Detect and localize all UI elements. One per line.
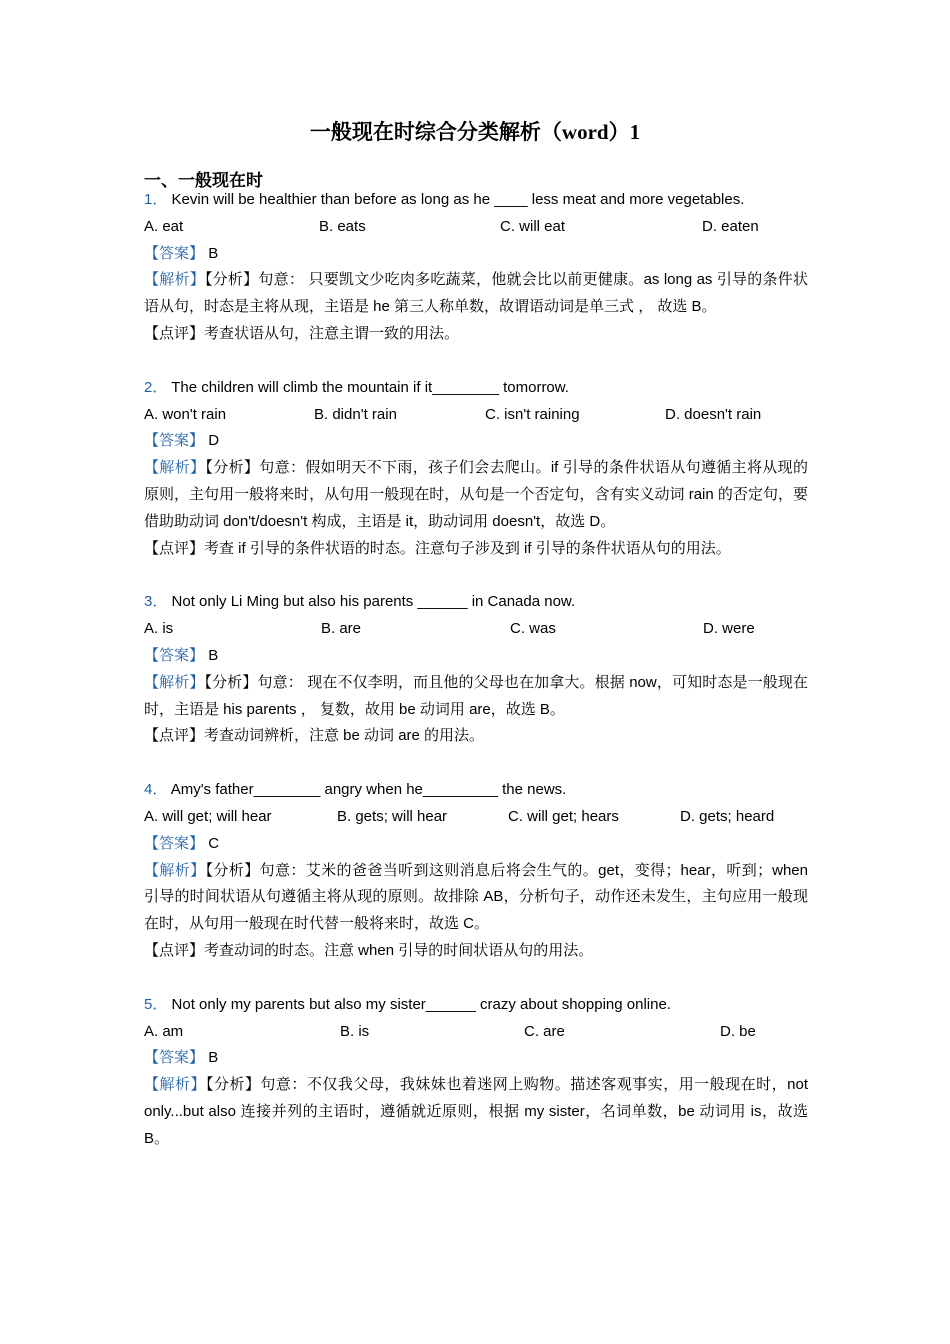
option-d: D. eaten (702, 217, 759, 235)
answer-tag: 【答案】 (144, 432, 205, 450)
question-list (144, 187, 808, 1153)
comment-line: 【点评】考查动词辨析，注意 be 动词 are 的用法。 (144, 727, 485, 745)
question-number: 1． (144, 191, 168, 208)
question-3 (144, 589, 808, 750)
document-title: 一般现在时综合分类解析（word）1 (309, 120, 641, 144)
option-b: B. are (321, 620, 362, 638)
option-d: D. were (703, 620, 755, 638)
option-row (144, 1019, 808, 1046)
analysis-tag: 【解析】 (144, 459, 206, 477)
analysis-tag: 【解析】 (144, 861, 206, 879)
answer-tag: 【答案】 (144, 834, 205, 852)
question-stem: 5． Not only my parents but also my sister______ crazy about shopping online. (144, 995, 671, 1013)
answer-value: B (208, 1049, 219, 1067)
section-heading: 一、一般现在时 (144, 171, 263, 190)
option-row (144, 214, 808, 241)
answer-line (144, 643, 808, 670)
option-a: A. won't rain (144, 405, 227, 423)
answer-value: C (208, 834, 220, 852)
answer-line (144, 241, 808, 268)
option-b: B. eats (319, 217, 366, 235)
question-1 (144, 187, 808, 348)
option-row (144, 804, 808, 831)
answer-line (144, 428, 808, 455)
question-number: 4． (144, 781, 168, 799)
option-d: D. gets; heard (680, 807, 775, 825)
answer-tag: 【答案】 (144, 1049, 205, 1067)
option-a: A. eat (144, 217, 184, 235)
question-stem: 2． The children will climb the mountain if it________ tomorrow. (144, 378, 569, 396)
analysis-tag: 【解析】 (144, 673, 205, 691)
option-b: B. gets; will hear (337, 807, 448, 825)
analysis-paragraph: 【解析】【分析】句意： 现在不仅李明，而且他的父母也在加拿大。根据 now，可知时态是一般现在时，主语是 his parents ， 复数，故用 be 动词用 are，故选 B。 (144, 673, 808, 718)
analysis-paragraph: 【解析】【分析】句意：不仅我父母，我妹妹也着迷网上购物。描述客观事实，用一般现在时，not only...but also 连接并列的主语时，遵循就近原则，根据 my sister，名词单数，be 动词用 is，故选 B。 (144, 1076, 808, 1147)
option-row (144, 616, 808, 643)
question-stem: 4． Amy's father________ angry when he_________ the news. (144, 781, 567, 799)
analysis-paragraph: 【解析】【分析】句意：艾米的爸爸当听到这则消息后将会生气的。get，变得；hear，听到；when 引导的时间状语从句遵循主将从现的原则。故排除 AB，分析句子，动作还未发生，主句应用一般现在时，从句用一般现在时代替一般将来时，故选 C。 (144, 861, 808, 933)
option-d: D. doesn't rain (665, 405, 762, 423)
option-c: C. are (524, 1022, 565, 1040)
comment-tag: 【点评】 (144, 941, 205, 959)
question-stem: 3． Not only Li Ming but also his parents ______ in Canada now. (144, 593, 576, 611)
analysis-tag: 【解析】 (144, 271, 205, 289)
answer-line (144, 1045, 808, 1072)
analysis-tag: 【解析】 (144, 1076, 206, 1094)
question-number: 2． (144, 378, 168, 396)
comment-tag: 【点评】 (144, 727, 205, 745)
answer-tag: 【答案】 (144, 244, 205, 262)
option-c: C. will get; hears (508, 807, 619, 825)
question-number: 3． (144, 593, 168, 611)
comment-tag: 【点评】 (144, 539, 205, 557)
question-2 (144, 375, 808, 563)
comment-line: 【点评】考查状语从句，注意主谓一致的用法。 (144, 324, 460, 342)
comment-line: 【点评】考查 if 引导的条件状语的时态。注意句子涉及到 if 引导的条件状语从句的用法。 (144, 539, 731, 557)
answer-value: D (208, 432, 220, 450)
option-a: A. am (144, 1022, 184, 1040)
answer-value: B (208, 646, 219, 664)
option-c: C. was (510, 620, 556, 638)
option-b: B. is (340, 1022, 370, 1040)
option-b: B. didn't rain (314, 405, 397, 423)
analysis-paragraph: 【解析】【分析】句意： 只要凯文少吃肉多吃蔬菜，他就会比以前更健康。as long as 引导的条件状语从句，时态是主将从现，主语是 he 第三人称单数，故谓语动词是单三式 ， 故选 B。 (144, 271, 808, 316)
option-c: C. isn't raining (485, 405, 580, 423)
comment-tag: 【点评】 (144, 324, 205, 342)
option-a: A. is (144, 620, 174, 638)
option-d: D. be (720, 1022, 756, 1040)
analysis-paragraph: 【解析】【分析】句意：假如明天不下雨，孩子们会去爬山。if 引导的条件状语从句遵循主将从现的原则，主句用一般将来时，从句用一般现在时，从句是一个否定句，含有实义动词 rain 的否定句，要借助助动词 don't/doesn't 构成，主语是 it，助动词用 doesn't，故选 D。 (144, 459, 808, 530)
question-4 (144, 777, 808, 965)
question-stem: 1． Kevin will be healthier than before as long as he ____ less meat and more vegetables. (144, 191, 745, 208)
option-a: A. will get; will hear (144, 807, 272, 825)
answer-value: B (208, 244, 219, 262)
question-5 (144, 992, 808, 1153)
question-number: 5． (144, 995, 168, 1013)
option-row (144, 402, 808, 429)
comment-line: 【点评】考查动词的时态。注意 when 引导的时间状语从句的用法。 (144, 941, 594, 959)
option-c: C. will eat (500, 217, 566, 235)
answer-tag: 【答案】 (144, 646, 205, 664)
answer-line (144, 831, 808, 858)
